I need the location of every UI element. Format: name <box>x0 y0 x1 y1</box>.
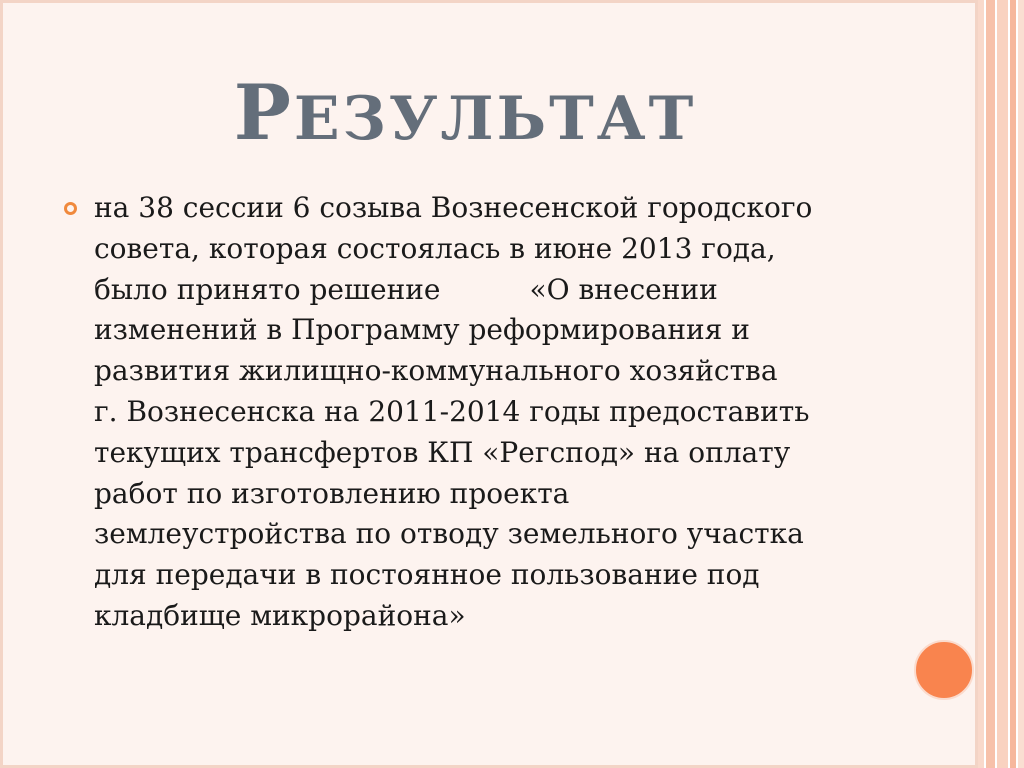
decorative-stripe <box>986 0 995 768</box>
slide-title-first-letter: Р <box>233 68 294 157</box>
decorative-stripe <box>1018 0 1024 768</box>
bullet-text-line: кладбище микрорайона» <box>94 598 466 632</box>
decorative-stripe <box>978 0 984 768</box>
bullet-text-line: на 38 сессии 6 созыва Вознесенской городского <box>94 191 813 224</box>
decorative-stripe <box>1010 0 1016 768</box>
bullet-list <box>60 188 900 637</box>
decorative-stripe <box>997 0 1008 768</box>
bullet-text-line: изменений в Программу реформирования и <box>94 313 750 347</box>
bullet-text-line: совета, которая состоялась в июне 2013 года, <box>94 231 776 265</box>
bullet-text-line: землеустройства по отводу земельного участка <box>94 517 804 551</box>
bullet-text-line: для передачи в постоянное пользование под <box>94 558 760 592</box>
bullet-ring-icon <box>64 202 77 215</box>
bullet-text-line: г. Вознесенска на 2011-2014 годы предоставить <box>94 394 810 428</box>
accent-circle <box>914 640 974 700</box>
list-item <box>60 188 900 637</box>
bullet-text-line: текущих трансфертов КП «Регспод» на оплату <box>94 435 791 469</box>
bullet-text-line: развития жилищно-коммунального хозяйства <box>94 354 778 388</box>
slide-title-rest: ЕЗУЛЬТАТ <box>293 84 697 154</box>
slide-title <box>0 68 930 164</box>
bullet-text-line: было принято решение «О внесении <box>94 272 718 306</box>
bullet-text-line: работ по изготовлению проекта <box>94 476 570 510</box>
